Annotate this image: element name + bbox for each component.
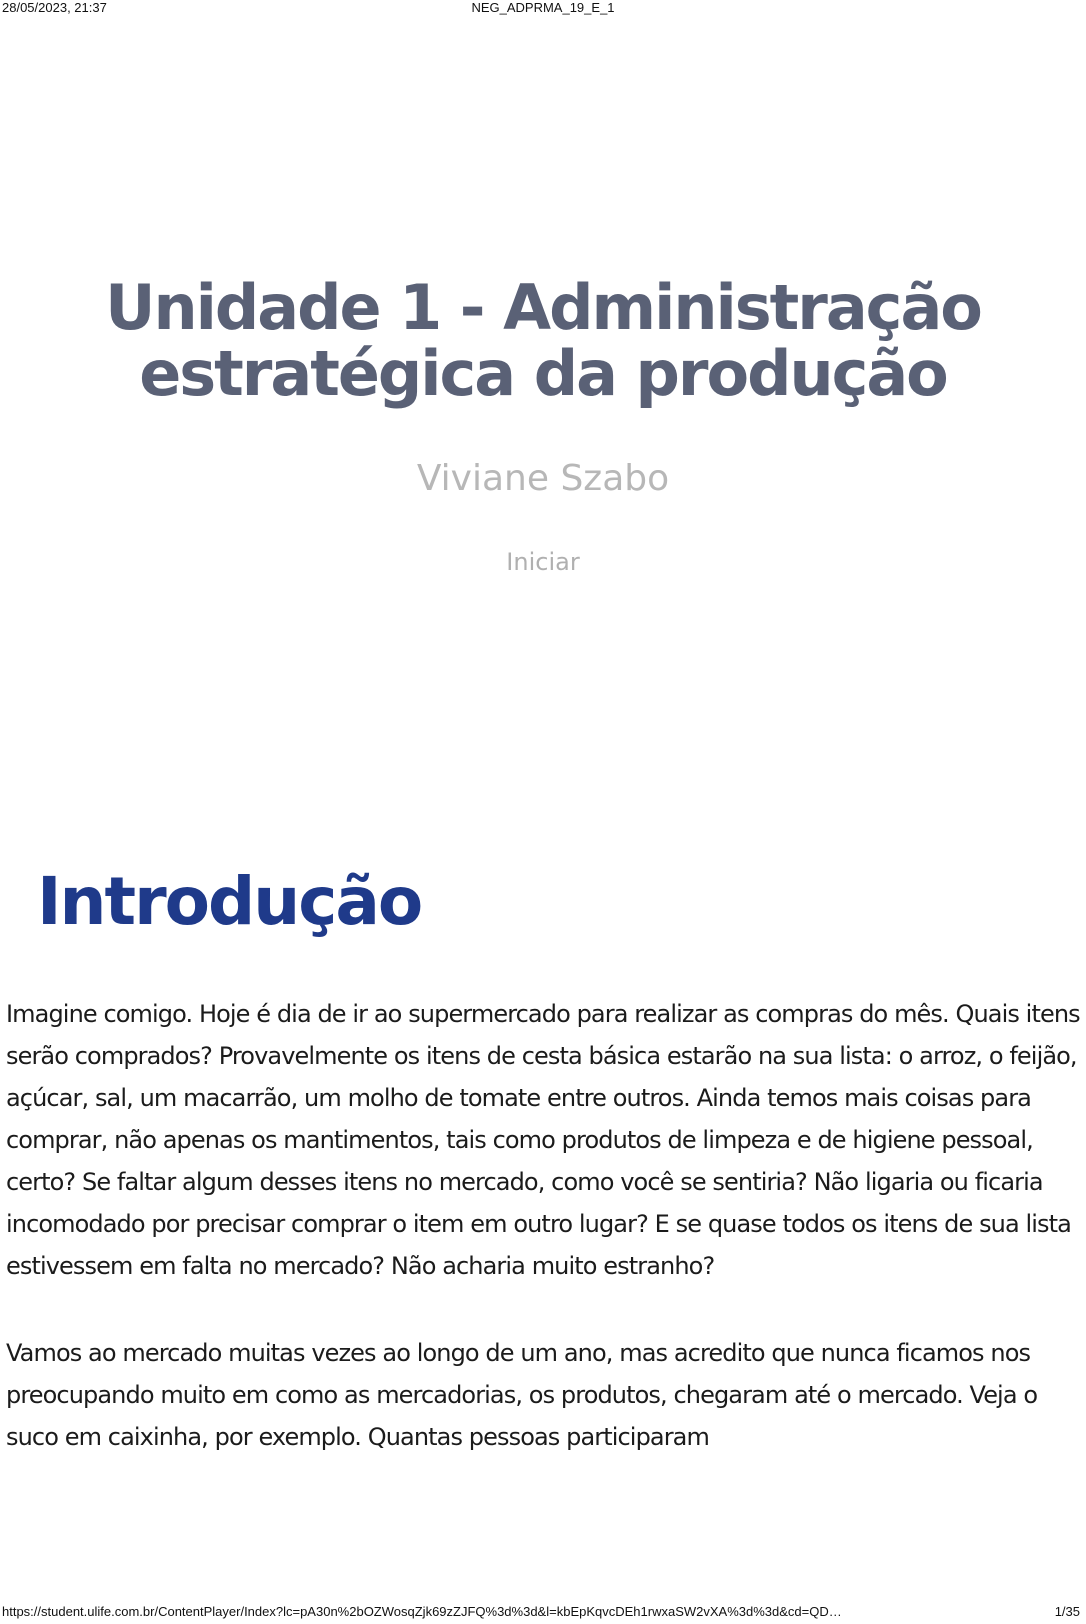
print-footer <box>0 1604 1086 1624</box>
introduction-heading: Introdução <box>37 863 422 940</box>
print-document-title: NEG_ADPRMA_19_E_1 <box>471 0 615 15</box>
cover-title <box>0 271 1086 410</box>
print-url: https://student.ulife.com.br/ContentPlayer/Index?lc=pA30n%2bOZWosqZjk69zZJFQ%3d%3d&l=kbEpKqvcDEh1rwxaSW2vXA%3d%3d&cd=QD… <box>2 1604 842 1619</box>
introduction-paragraph-1: Imagine comigo. Hoje é dia de ir ao supermercado para realizar as compras do mês. Quais itens serão comprados? Provavelmente os itens de cesta básica estarão na sua lista: o arroz, o feijão, açúcar, sal, um macarrão, um molho de tomate entre outros. Ainda temos mais coisas para comprar, não apenas os mantimentos, tais como produtos de limpeza e de higiene pessoal, certo? Se faltar algum desses itens no mercado, como você se sentiria? Não ligaria ou ficaria incomodado por precisar comprar o item em outro lugar? E se quase todos os itens de sua lista estivessem em falta no mercado? Não acharia muito estranho? <box>6 1000 1080 1280</box>
cover-title-line-2: estratégica da produção <box>139 337 947 410</box>
page-count: 1/35 <box>1054 1604 1080 1619</box>
start-button[interactable]: Iniciar <box>506 548 580 576</box>
print-header <box>0 0 1086 18</box>
cover-title-line-1: Unidade 1 - Administração <box>105 271 981 344</box>
print-datetime: 28/05/2023, 21:37 <box>2 0 107 15</box>
cover-section <box>0 271 1086 577</box>
cover-author: Viviane Szabo <box>416 458 670 499</box>
introduction-paragraph-2: Vamos ao mercado muitas vezes ao longo de um ano, mas acredito que nunca ficamos nos preocupando muito em como as mercadorias, os produtos, chegaram até o mercado. Veja o suco em caixinha, por exemplo. Quantas pessoas participaram <box>6 1339 1038 1451</box>
introduction-body <box>6 993 1084 1503</box>
